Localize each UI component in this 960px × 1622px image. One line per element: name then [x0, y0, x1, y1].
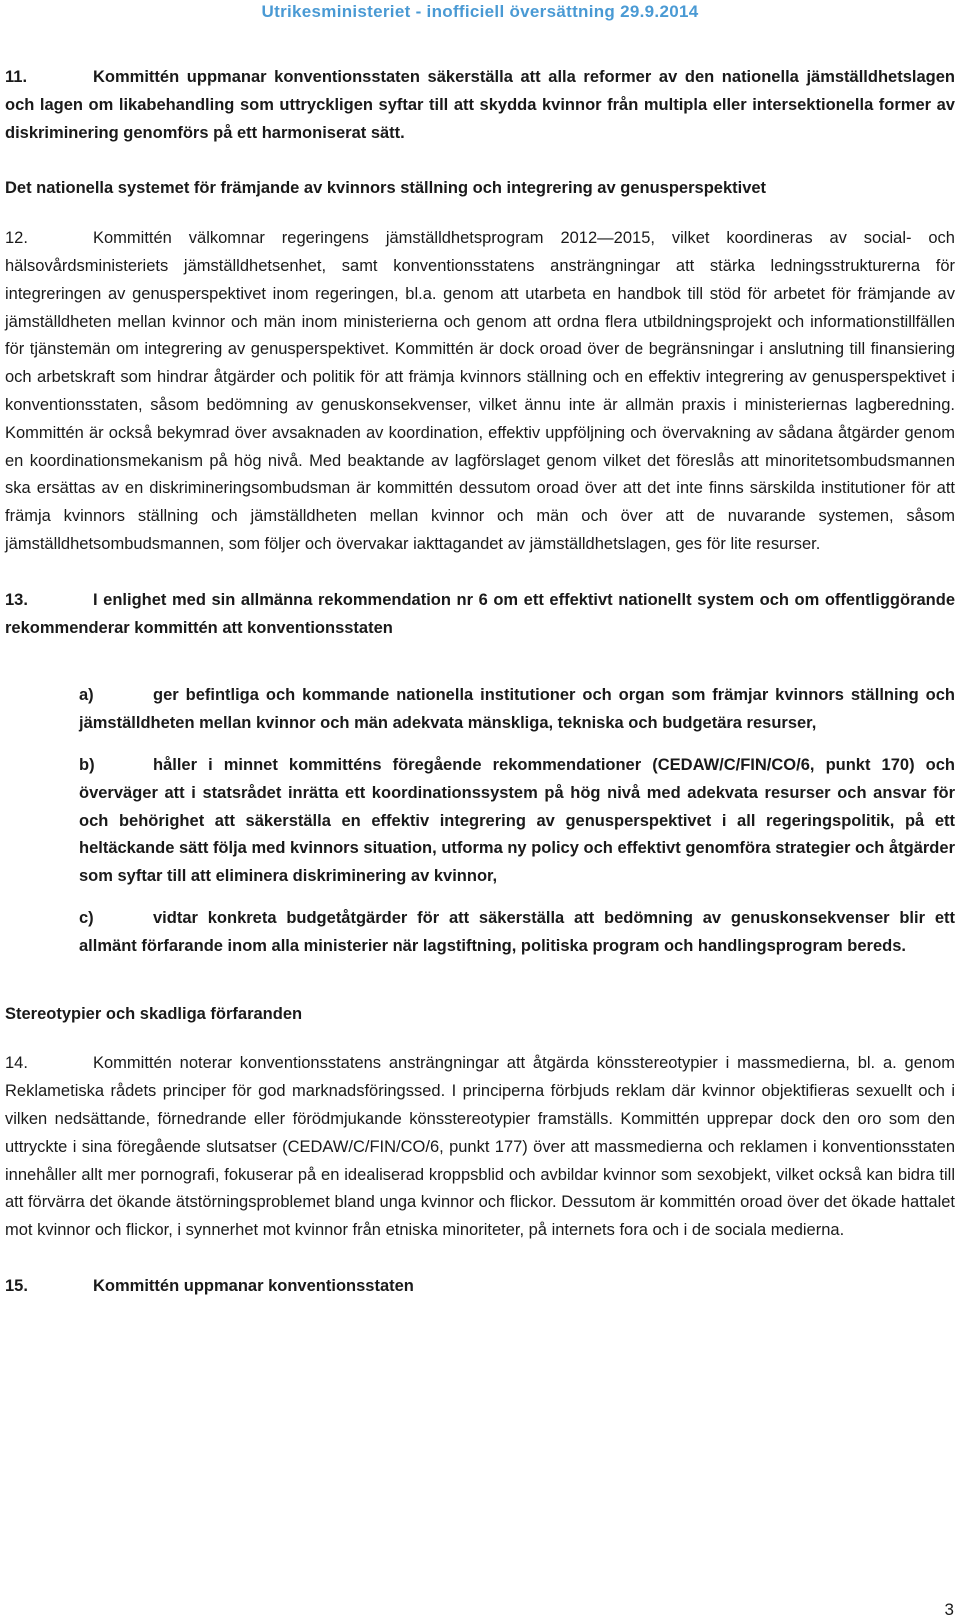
list-item-letter: b): [79, 755, 95, 774]
list-item-text: vidtar konkreta budgetåtgärder för att säkerställa att bedömning av genuskonsekvenser blir ett allmänt förfarande inom alla ministerier när lagstiftning, politiska program och handlingsprogram bereds.: [79, 908, 955, 955]
page-number: 3: [944, 1600, 954, 1619]
list-item: [79, 682, 955, 738]
list-item-letter: c): [79, 908, 94, 927]
paragraph-14: [5, 1050, 955, 1245]
paragraph-text: Kommittén uppmanar konventionsstaten: [93, 1276, 414, 1295]
paragraph-text: Kommittén välkomnar regeringens jämställdhetsprogram 2012—2015, vilket koordineras av social- och hälsovårdsministeriets jämställdhetsenhet, samt konventionsstatens ansträngningar att stärka ledningsstrukturerna för integreringen av genusperspektivet inom regeringen, bl.a. genom att utarbeta en handbok till stöd för arbetet för främjande av jämställdheten mellan kvinnor och män inom ministerierna och genom att ordna flera utbildningsprojekt och informationstillfällen för tjänstemän om integrering av genusperspektivet. Kommittén är dock oroad över de begränsningar i anslutning till finansiering och arbetskraft som hindrar åtgärder och politik för att främja kvinnors ställning och en effektiv integrering av genusperspektivet i konventionsstaten, såsom bedömning av genuskonsekvenser, vilket ännu inte är allmän praxis i ministeriernas lagberedning. Kommittén är också bekymrad över avsaknaden av koordination, effektiv uppföljning och övervakning av sådana åtgärder genom en koordinationsmekanism på hög nivå. Med beaktande av lagförslaget genom vilket det föreslås att minoritetsombudsmannen ska ersättas av en diskrimineringsombudsman är kommittén dessutom oroad över att det inte finns särskilda institutioner för att främja kvinnors ställning och jämställdheten mellan kvinnor och män och över att de nuvarande systemen, såsom jämställdhetsombudsmannen, som följer och övervakar iakttagandet av jämställdhetslagen, ges för lite resurser.: [5, 229, 955, 553]
recommendation-list: [79, 682, 955, 960]
paragraph-number: 11.: [5, 68, 28, 86]
section-heading: Stereotypier och skadliga förfaranden: [5, 1004, 303, 1023]
paragraph-13: [5, 587, 955, 643]
list-item-letter: a): [79, 686, 94, 705]
paragraph-number: 14.: [5, 1054, 28, 1073]
list-item: [79, 905, 955, 961]
document-body: [5, 64, 955, 1301]
paragraph-text: Kommittén noterar konventionsstatens ansträngningar att åtgärda könsstereotypier i massmedierna, bl. a. genom Reklametiska rådets principer för god marknadsföringssed. I principerna förbjuds reklam där kvinnor objektifieras sexuellt och i vilken nedsättande, förnedrande eller förödmjukande könsstereotypier framställs. Kommittén upprepar dock den oro som den uttryckte i sina föregående slutsatser (CEDAW/C/FIN/CO/6, punkt 177) över att massmedierna och reklamen i konventionsstaten innehåller allt mer pornografi, fokuserar på en idealiserad kroppsblid och avbildar kvinnor som sexobjekt, vilket också kan bidra till att förvärra det ökande ätstörningsproblemet bland unga kvinnor och flickor. Dessutom är kommittén oroad över det ökade hattalet mot kvinnor och flickor, i synnerhet mot kvinnor från etniska minoriteter, på internets fora och i de sociala medierna.: [5, 1054, 955, 1240]
list-item-text: håller i minnet kommitténs föregående rekommendationer (CEDAW/C/FIN/CO/6, punkt 170) och överväger att i statsrådet inrätta ett koordinationssystem på hög nivå med adekvata resurser och ansvar för och behörighet att säkerställa en effektiv integrering av genusperspektivet i all regeringspolitik, på ett heltäckande sätt följa med kvinnors situation, utforma ny policy och effektivt genomföra strategier och åtgärder som syftar till att eliminera diskriminering av kvinnor,: [79, 755, 955, 886]
paragraph-11: [5, 64, 955, 147]
paragraph-12: [5, 225, 955, 559]
paragraph-text: I enlighet med sin allmänna rekommendation nr 6 om ett effektivt nationellt system och om offentliggörande rekommenderar kommittén att konventionsstaten: [5, 590, 955, 637]
list-item: [79, 752, 955, 891]
list-item-text: ger befintliga och kommande nationella institutioner och organ som främjar kvinnors ställning och jämställdheten mellan kvinnor och män adekvata mänskliga, tekniska och budgetära resurser,: [79, 686, 955, 733]
document-header: Utrikesministeriet - inofficiell översättning 29.9.2014: [261, 2, 699, 21]
paragraph-number: 15.: [5, 1276, 28, 1295]
paragraph-number: 12.: [5, 229, 28, 248]
paragraph-15: [5, 1273, 955, 1301]
paragraph-number: 13.: [5, 590, 28, 609]
section-heading: Det nationella systemet för främjande av kvinnors ställning och integrering av genusperspektivet: [5, 179, 767, 198]
paragraph-text: Kommittén uppmanar konventionsstaten säkerställa att alla reformer av den nationella jämställdhetslagen och lagen om likabehandling som uttryckligen syftar till att skydda kvinnor från multipla eller intersektionella former av diskriminering genomförs på ett harmoniserat sätt.: [5, 68, 955, 142]
